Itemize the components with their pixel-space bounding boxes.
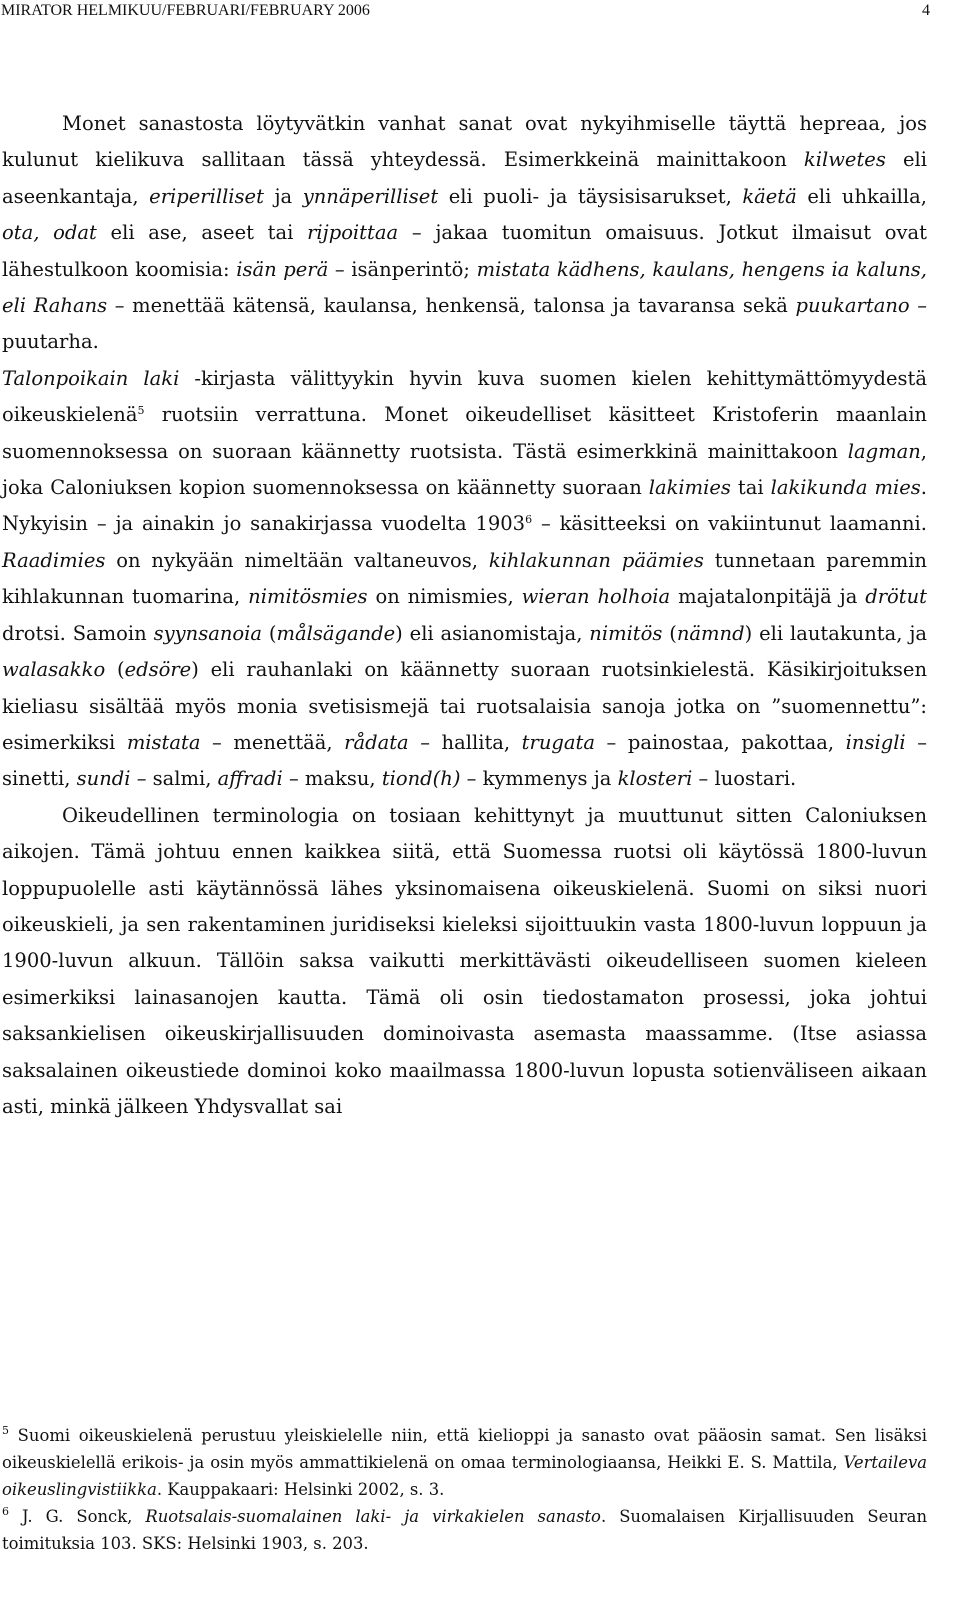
footnote-ref: 6 <box>2 1505 9 1518</box>
text-run: . Kauppakaari: Helsinki 2002, s. 3. <box>156 1480 445 1499</box>
footnotes <box>2 1422 927 1557</box>
italic-term: lagman <box>847 439 921 463</box>
article-body <box>2 106 927 1125</box>
text-run: – puutarha. <box>2 294 927 354</box>
text-run: eli ase, aseet tai <box>96 221 308 245</box>
italic-term: eriperilliset <box>149 184 264 208</box>
italic-term: sundi <box>76 767 131 791</box>
text-run: – hallita, <box>408 730 522 754</box>
text-run: -kirjasta välittyykin hyvin kuva suomen kielen kehittymättömyydestä oikeuskielenä <box>2 366 927 427</box>
text-run: eli puoli- ja täysisisarukset, <box>438 184 743 208</box>
italic-term: puukartano <box>795 294 910 318</box>
italic-term: walasakko <box>2 658 106 682</box>
text-run: tunnetaan paremmin kihlakunnan tuomarina, <box>2 548 927 609</box>
text-run: – painostaa, pakottaa, <box>594 730 846 754</box>
footnote-6 <box>2 1503 927 1557</box>
italic-term: klosteri <box>617 767 693 791</box>
paragraph-2 <box>2 361 927 798</box>
footnote-ref: 5 <box>2 1424 9 1437</box>
running-title: MIRATOR HELMIKUU/FEBRUARI/FEBRUARY 2006 <box>1 2 370 19</box>
italic-term: Ruotsalais-suomalainen laki- ja virkakielen sanasto <box>145 1507 601 1526</box>
italic-term: isän perä <box>236 257 329 281</box>
italic-term: ynnäperilliset <box>302 184 439 208</box>
italic-term: lakimies <box>648 476 731 500</box>
text-run: . Nykyisin – ja ainakin jo sanakirjassa vuodelta 1903 <box>2 476 927 536</box>
italic-term: rådata <box>344 730 409 754</box>
text-run: J. G. Sonck, <box>9 1507 146 1526</box>
text-run: – luostari. <box>692 767 797 791</box>
italic-term: trugata <box>521 730 595 754</box>
italic-term: nämnd <box>676 621 745 645</box>
italic-term: målsägande <box>276 621 396 645</box>
paragraph-1 <box>2 106 927 361</box>
text-run: ) eli rauhanlaki on käännetty suoraan ruotsinkielestä. Käsikirjoituksen kieliasu sisältää myös monia svetisismejä tai ruotsalaisia sanoja jotka on ”suomennettu”: esimerkiksi <box>2 658 927 754</box>
italic-term: Raadimies <box>2 548 106 572</box>
text-run: , joka Caloniuksen kopion suomennoksessa on käännetty suoraan <box>2 439 927 500</box>
italic-term: ota, odat <box>2 221 97 245</box>
text-run: tai <box>730 476 771 500</box>
italic-term: nimitösmies <box>248 585 368 609</box>
text-run: ( <box>262 621 277 645</box>
text-run: ja <box>263 184 303 208</box>
italic-term: mistata <box>126 730 201 754</box>
text-run: Monet sanastosta löytyvätkin vanhat sanat ovat nykyihmiselle täyttä hepreaa, jos kulunut kielikuva sallitaan tässä yhteydessä. Esimerkkeinä mainittakoon <box>2 112 927 172</box>
italic-term: kilwetes <box>803 148 886 172</box>
text-run: ruotsiin verrattuna. Monet oikeudelliset käsitteet Kristoferin maanlain suomennoksessa on suoraan käännetty ruotsista. Tästä esimerkkinä mainittakoon <box>2 403 927 463</box>
text-run: ( <box>105 658 125 682</box>
text-run: drotsi. Samoin <box>2 621 154 645</box>
footnote-5 <box>2 1422 927 1503</box>
italic-term: Talonpoikain laki <box>2 366 180 390</box>
text-run: on nykyään nimeltään valtaneuvos, <box>105 548 489 572</box>
text-run: ) eli lautakunta, ja <box>744 621 927 645</box>
text-run: – sinetti, <box>2 730 927 791</box>
footnote-ref: 5 <box>137 404 145 418</box>
text-run: eli aseenkantaja, <box>2 148 927 208</box>
italic-term: edsöre <box>124 658 192 682</box>
italic-term: mistata kädhens, kaulans, hengens ia kaluns, eli Rahans <box>2 257 927 318</box>
italic-term: lakikunda mies <box>770 476 921 500</box>
italic-term: käetä <box>742 184 797 208</box>
text-run: – isänperintö; <box>328 257 477 281</box>
text-run: eli uhkailla, <box>796 184 927 208</box>
text-run: majatalonpitäjä ja <box>670 585 866 609</box>
italic-term: affradi <box>217 767 283 791</box>
text-run: – jakaa tuomitun omaisuus. Jotkut ilmaisut ovat lähestulkoon koomisia: <box>2 221 927 281</box>
text-run: on nimismies, <box>367 585 522 609</box>
footnote-ref: 6 <box>525 513 533 527</box>
text-run: ) eli asianomistaja, <box>395 621 590 645</box>
text-run: – menettää kätensä, kaulansa, henkensä, talonsa ja tavaransa sekä <box>107 294 796 318</box>
paragraph-3 <box>2 798 927 1126</box>
running-header <box>0 0 960 28</box>
text-run: Oikeudellinen terminologia on tosiaan kehittynyt ja muuttunut sitten Caloniuksen aikojen. Tämä johtuu ennen kaikkea siitä, että Suomessa ruotsi oli käytössä 1800-luvun loppupuolelle asti käytännössä lähes yksinomaisena oikeuskielenä. Suomi on siksi nuori oikeuskieli, ja sen rakentaminen juridiseksi kieleksi sijoittuukin vasta 1800-luvun loppuun ja 1900-luvun alkuun. Tällöin saksa vaikutti merkittävästi oikeudelliseen suomen kieleen esimerkiksi lainasanojen kautta. Tämä oli osin tiedostamaton prosessi, joka johtui saksankielisen oikeuskirjallisuuden dominoivasta asemasta maassamme. (Itse asiassa saksalainen oikeustiede dominoi koko maailmassa 1800-luvun lopusta sotienväliseen aikaan asti, minkä jälkeen Yhdysvallat sai <box>2 803 927 1118</box>
text-run: – menettää, <box>200 730 345 754</box>
italic-term: drötut <box>865 585 928 609</box>
italic-term: rijpoittaa <box>307 221 399 245</box>
italic-term: Vertaileva oikeuslingvistiikka <box>2 1453 927 1499</box>
text-run: – salmi, <box>130 767 218 791</box>
italic-term: insigli <box>845 730 906 754</box>
italic-term: tiond(h) <box>381 767 461 791</box>
italic-term: wieran holhoia <box>521 585 671 609</box>
italic-term: syynsanoia <box>153 621 262 645</box>
text-run: . Suomalaisen Kirjallisuuden Seuran toimituksia 103. SKS: Helsinki 1903, s. 203. <box>2 1507 928 1553</box>
italic-term: kihlakunnan päämies <box>488 548 704 572</box>
text-run: – käsitteeksi on vakiintunut laamanni. <box>532 512 927 536</box>
text-run: ( <box>662 621 677 645</box>
text-run: – kymmenys ja <box>460 767 618 791</box>
page-number: 4 <box>922 2 930 19</box>
text-run: Suomi oikeuskielenä perustuu yleiskielelle niin, että kielioppi ja sanasto ovat pääosin samat. Sen lisäksi oikeuskielellä erikois- ja osin myös ammattikielenä on omaa terminologiaansa, Heikki E. S. Mattila, <box>2 1426 927 1472</box>
italic-term: nimitös <box>589 621 663 645</box>
text-run: – maksu, <box>282 767 382 791</box>
